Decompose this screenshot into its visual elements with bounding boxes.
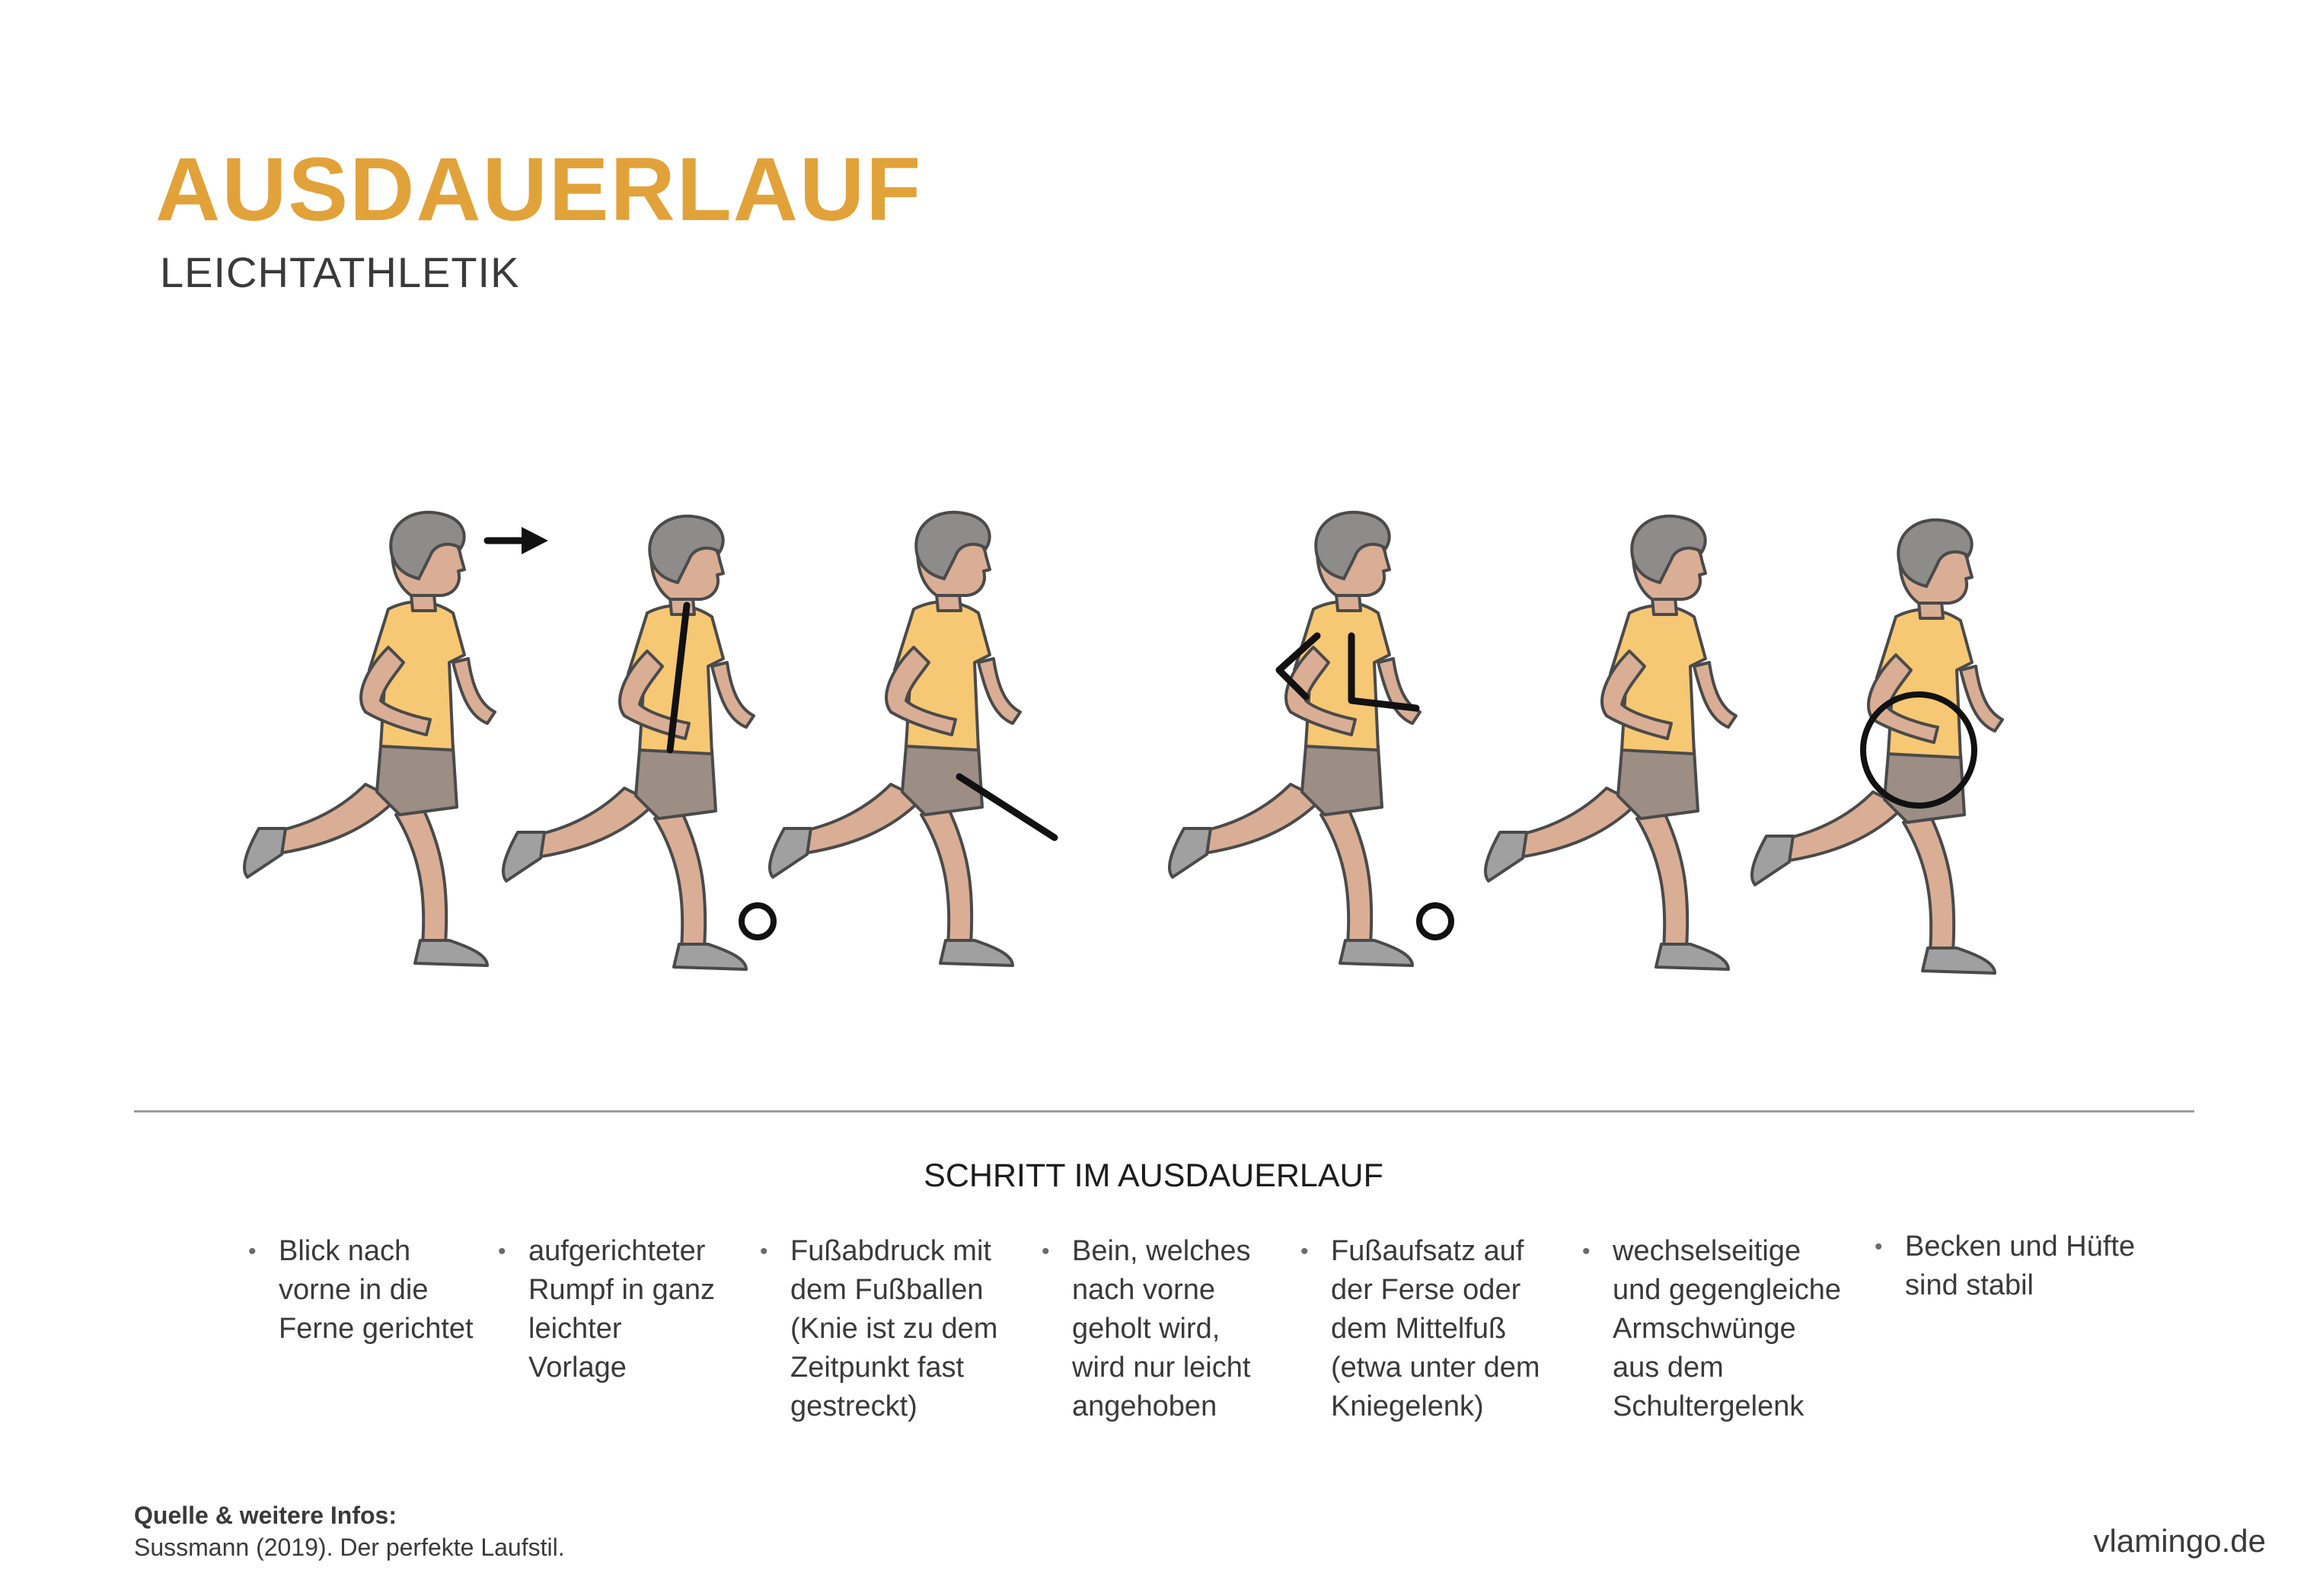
bullet-text: Fußabdruck mit dem Fußballen (Knie ist zu dem Zeitpunkt fast gestreckt) [790,1235,998,1422]
runner-5-icon [1485,516,1736,969]
runner-4-icon [1169,512,1451,966]
bullet-icon: • [1582,1239,1591,1264]
runner-3-icon [742,512,1055,966]
bullet-icon: • [248,1239,257,1264]
bullet-item [1042,1232,1251,1426]
bullet-item [1300,1232,1540,1426]
section-heading: SCHRITT IM AUSDAUERLAUF [924,1157,1383,1194]
bullet-icon: • [760,1239,768,1264]
source-citation: Sussmann (2019). Der perfekte Laufstil. [134,1534,565,1561]
bullet-item [760,1232,998,1426]
divider [134,1110,2194,1112]
bullet-text: Bein, welches nach vorne geholt wird, wird nur leicht angehoben [1072,1235,1251,1422]
bullet-icon: • [498,1239,506,1264]
bullet-item [248,1232,474,1349]
bullet-text: Becken und Hüfte sind stabil [1905,1231,2136,1301]
brand-logo-text: vlamingo.de [2093,1523,2266,1559]
bullet-item [1875,1227,2136,1305]
page-title: AUSDAUERLAUF [155,139,923,240]
bullet-icon: • [1300,1239,1309,1264]
bullet-text: aufgerichteter Rumpf in ganz leichter Vorlage [528,1235,716,1384]
bullet-icon: • [1875,1234,1883,1259]
bullet-item [498,1232,716,1387]
bullet-item [1582,1232,1842,1426]
running-sequence-illustration [0,396,2307,1112]
bullet-text: Fußaufsatz auf der Ferse oder dem Mittelfuß (etwa unter dem Kniegelenk) [1331,1235,1540,1422]
runner-6-icon [1752,520,2002,973]
source-label: Quelle & weitere Infos: [134,1502,397,1529]
runner-1-icon [244,512,548,966]
page-subtitle: LEICHTATHLETIK [160,248,520,296]
bullet-text: wechselseitige und gegengleiche Armschwünge aus dem Schultergelenk [1613,1235,1842,1422]
bullet-icon: • [1042,1239,1050,1264]
bullet-text: Blick nach vorne in die Ferne gerichtet [279,1235,474,1345]
runner-2-icon [503,516,754,969]
